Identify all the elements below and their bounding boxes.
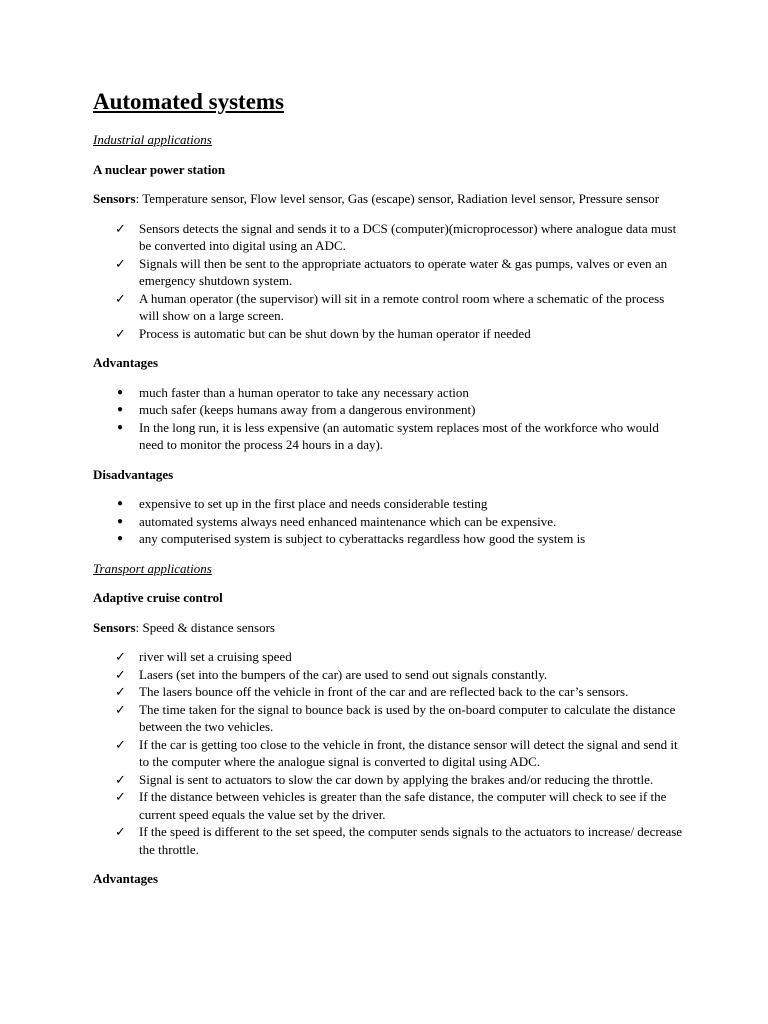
- disadvantages-list: [93, 495, 683, 548]
- list-item: ✓ Sensors detects the signal and sends it to a DCS (computer)(microprocessor) where analogue data must be converted into digital using an ADC.: [115, 220, 677, 253]
- sensors-text: : Speed & distance sensors: [135, 619, 275, 635]
- disadvantages-heading: Disadvantages: [93, 466, 174, 482]
- list-item: ● much safer (keeps humans away from a dangerous environment): [117, 402, 476, 417]
- checkmark-icon: ✓: [115, 684, 126, 699]
- checkmark-icon: ✓: [115, 789, 126, 804]
- list-item: ● automated systems always need enhanced maintenance which can be expensive.: [117, 513, 557, 529]
- nuclear-power-station-heading: A nuclear power station: [93, 161, 226, 177]
- advantages-heading-2: Advantages: [93, 871, 159, 886]
- checkmark-icon: ✓: [115, 701, 126, 717]
- bullet-icon: ●: [117, 404, 124, 415]
- list-item: ● expensive to set up in the first place and needs considerable testing: [117, 496, 488, 511]
- checkmark-icon: ✓: [115, 290, 126, 306]
- checkmark-icon: ✓: [115, 649, 126, 664]
- list-item: ✓ If the car is getting too close to the vehicle in front, the distance sensor will detect the signal and send it to the computer where the analogue signal is converted to digital using ADC.: [115, 736, 678, 769]
- checkmark-icon: ✓: [115, 666, 126, 682]
- list-item: ✓ The lasers bounce off the vehicle in front of the car and are reflected back to the car’s sensors.: [115, 684, 629, 699]
- industrial-applications-subheading: Industrial applications: [93, 132, 212, 147]
- sensors-label: Sensors: [93, 191, 136, 206]
- checkmark-icon: ✓: [115, 325, 126, 341]
- list-item: ✓ Lasers (set into the bumpers of the car) are used to send out signals constantly.: [115, 666, 548, 682]
- list-item: ✓ If the distance between vehicles is greater than the safe distance, the computer will check to see if the current speed equals the value set by the driver.: [115, 789, 667, 822]
- document-page: [93, 88, 683, 888]
- bullet-icon: ●: [117, 421, 124, 433]
- bullet-icon: ●: [117, 515, 124, 527]
- checkmark-icon: ✓: [115, 771, 126, 787]
- bullet-icon: ●: [117, 498, 124, 509]
- list-item: ● In the long run, it is less expensive (an automatic system replaces most of the workforce who would need to monitor the process 24 hours in a day).: [117, 419, 659, 452]
- list-item: ✓ The time taken for the signal to bounce back is used by the on-board computer to calculate the distance between the two vehicles.: [115, 701, 676, 734]
- transport-applications-subheading: Transport applications: [93, 560, 212, 576]
- checkmark-icon: ✓: [115, 255, 126, 271]
- checkmark-icon: ✓: [115, 220, 126, 236]
- bullet-icon: ●: [117, 533, 124, 544]
- list-item: ✓ If the speed is different to the set speed, the computer sends signals to the actuators to increase/ decrease the throttle.: [115, 824, 683, 857]
- sensors-text: : Temperature sensor, Flow level sensor, Gas (escape) sensor, Radiation level sensor, Pressure sensor: [135, 191, 660, 206]
- list-item: ● any computerised system is subject to cyberattacks regardless how good the system is: [117, 531, 586, 546]
- list-item: ✓ Signal is sent to actuators to slow the car down by applying the brakes and/or reducing the throttle.: [115, 771, 654, 787]
- advantages-list: [93, 384, 683, 454]
- sensors-paragraph-1: [93, 190, 683, 208]
- cruise-checklist: [93, 648, 683, 858]
- checkmark-icon: ✓: [115, 824, 126, 839]
- list-item: ✓ Process is automatic but can be shut down by the human operator if needed: [115, 325, 531, 341]
- nuclear-checklist: [93, 220, 683, 343]
- list-item: ● much faster than a human operator to take any necessary action: [117, 384, 469, 400]
- sensors-label: Sensors: [93, 619, 136, 635]
- checkmark-icon: ✓: [115, 736, 126, 752]
- page-title: Automated systems: [93, 89, 285, 114]
- sensors-paragraph-2: [93, 619, 683, 637]
- list-item: ✓ A human operator (the supervisor) will sit in a remote control room where a schematic of the process will show on a large screen.: [115, 290, 665, 323]
- advantages-heading: Advantages: [93, 355, 159, 370]
- list-item: ✓ Signals will then be sent to the appropriate actuators to operate water & gas pumps, valves or even an emergency shutdown system.: [115, 255, 668, 288]
- list-item: ✓ river will set a cruising speed: [115, 649, 292, 664]
- adaptive-cruise-control-heading: Adaptive cruise control: [93, 590, 223, 605]
- bullet-icon: ●: [117, 386, 124, 398]
